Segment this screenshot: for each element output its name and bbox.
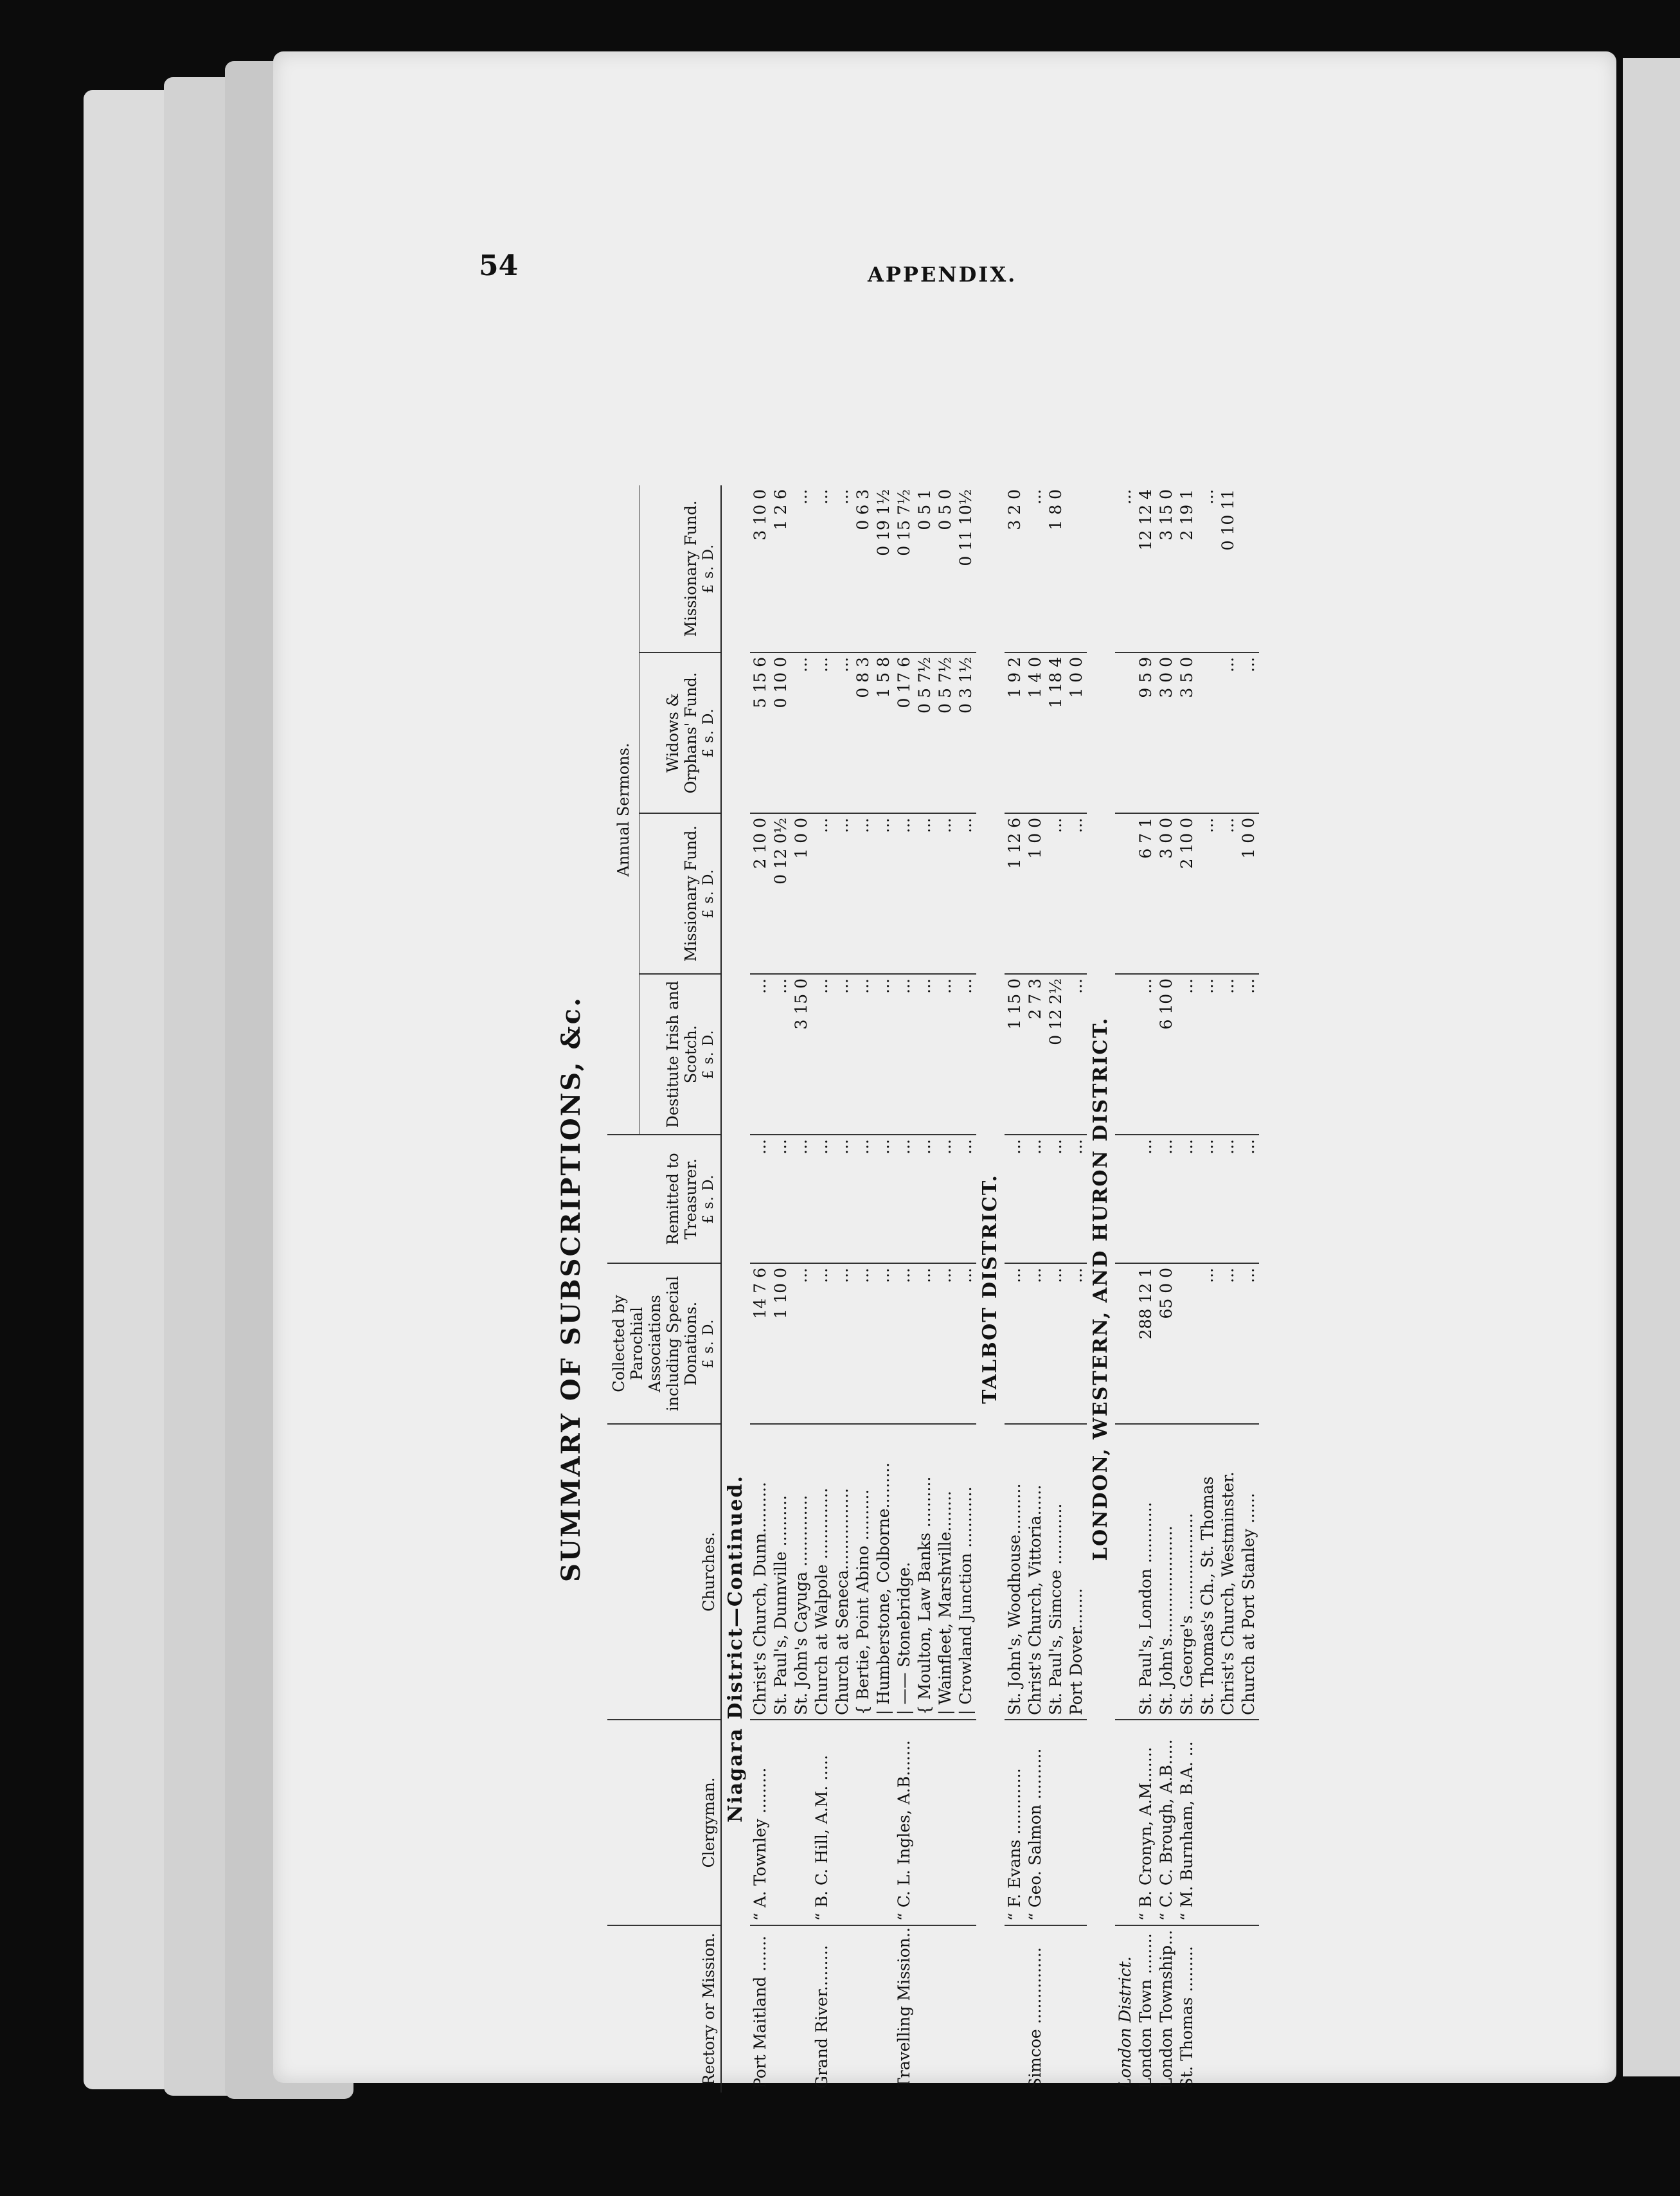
collected-cell: 14 7 6 (750, 1263, 771, 1424)
missionary-fund-2-cell: 1 8 0 (1046, 485, 1066, 652)
widows-fund-cell (1115, 652, 1136, 813)
missionary-fund-2-cell: 0 5 0 (935, 485, 956, 652)
remitted-cell: ... (1177, 1135, 1197, 1263)
destitute-cell: ... (1218, 974, 1238, 1135)
destitute-cell: ... (915, 974, 935, 1135)
clergyman-cell: “ C. C. Brough, A.B..... (1156, 1720, 1177, 1925)
section-heading: LONDON, WESTERN, AND HURON DISTRICT. (1089, 1016, 1112, 1562)
missionary-fund-cell: 2 10 0 (1177, 813, 1197, 974)
clergyman-cell (956, 1720, 976, 1925)
destitute-cell: ... (935, 974, 956, 1135)
church-cell: | Humberstone, Colborne......... (873, 1424, 894, 1720)
destitute-cell: 0 12 2½ (1046, 974, 1066, 1135)
missionary-fund-2-cell: ... (1025, 485, 1046, 652)
missionary-fund-cell: 0 12 0½ (771, 813, 791, 974)
header-destitute-label: Destitute Irish and Scotch. (664, 980, 700, 1128)
widows-fund-cell: 0 5 7½ (935, 652, 956, 813)
missionary-fund-cell: ... (812, 813, 832, 974)
widows-fund-cell: 1 0 0 (1066, 652, 1087, 813)
clergyman-cell (853, 1720, 873, 1925)
widows-fund-cell: 1 4 0 (1025, 652, 1046, 813)
missionary-fund-2-cell: 3 2 0 (1005, 485, 1025, 652)
remitted-cell (1115, 1135, 1136, 1263)
rectory-cell: Travelling Mission.. (895, 1927, 913, 2089)
missionary-fund-2-cell (1066, 485, 1087, 652)
destitute-cell: 1 15 0 (1005, 974, 1025, 1135)
remitted-cell: ... (873, 1135, 894, 1263)
missionary-fund-cell: ... (873, 813, 894, 974)
table-row (935, 485, 956, 2092)
header-remitted-label: Remitted to Treasurer. (664, 1153, 700, 1245)
collected-cell: 1 10 0 (771, 1263, 791, 1424)
missionary-fund-cell: 3 0 0 (1156, 813, 1177, 974)
collected-cell: ... (956, 1263, 976, 1424)
collected-cell: ... (791, 1263, 812, 1424)
widows-fund-cell (1197, 652, 1218, 813)
section-heading-row (1087, 485, 1115, 2092)
section-heading-row (721, 485, 750, 2092)
missionary-fund-cell: 2 10 0 (750, 813, 771, 974)
rectory-cell (1066, 1925, 1087, 2092)
table-row (812, 485, 832, 2092)
missionary-fund-cell: ... (1046, 813, 1066, 974)
collected-cell: ... (1197, 1263, 1218, 1424)
header-remitted (607, 1135, 721, 1263)
remitted-cell: ... (1238, 1135, 1259, 1263)
missionary-fund-2-cell: 0 5 1 (915, 485, 935, 652)
remitted-cell: ... (1218, 1135, 1238, 1263)
widows-fund-cell: 0 10 0 (771, 652, 791, 813)
widows-fund-cell: ... (1218, 652, 1238, 813)
collected-cell: ... (873, 1263, 894, 1424)
rectory-cell (1238, 1925, 1259, 2092)
missionary-fund-2-cell: 3 15 0 (1156, 485, 1177, 652)
remitted-cell: ... (1156, 1135, 1177, 1263)
church-cell: | Wainfleet, Marshville........ (935, 1424, 956, 1720)
destitute-cell: ... (771, 974, 791, 1135)
church-cell: St. Paul's, Dunnville .......... (771, 1424, 791, 1720)
table-row (894, 485, 915, 2092)
widows-fund-cell: ... (1238, 652, 1259, 813)
collected-cell: ... (812, 1263, 832, 1424)
header-destitute (639, 974, 721, 1135)
church-cell: St. Paul's, Simcoe ............ (1046, 1424, 1066, 1720)
rotated-summary-table (556, 466, 1258, 2112)
clergyman-cell: “ F. Evans ............. (1005, 1720, 1025, 1925)
clergyman-cell: “ Geo. Salmon .......... (1025, 1720, 1046, 1925)
widows-fund-cell: ... (791, 652, 812, 813)
section-heading: Niagara District—Continued. (724, 1475, 747, 1823)
destitute-cell: ... (812, 974, 832, 1135)
missionary-fund-2-cell: 0 19 1½ (873, 485, 894, 652)
destitute-cell (1115, 974, 1136, 1135)
missionary-fund-2-cell: ... (812, 485, 832, 652)
destitute-cell: 3 15 0 (791, 974, 812, 1135)
missionary-fund-2-cell: 1 2 6 (771, 485, 791, 652)
table-row (956, 485, 976, 2092)
missionary-fund-cell: 1 0 0 (791, 813, 812, 974)
destitute-cell: ... (1066, 974, 1087, 1135)
rectory-cell: Port Maitland ....... (751, 1936, 769, 2089)
clergyman-cell: “ A. Townley ......... (750, 1720, 771, 1925)
missionary-fund-2-cell: 0 11 10½ (956, 485, 976, 652)
table-row (873, 485, 894, 2092)
missionary-fund-cell: 1 12 6 (1005, 813, 1025, 974)
collected-cell: ... (832, 1263, 853, 1424)
collected-cell: ... (935, 1263, 956, 1424)
destitute-cell: ... (832, 974, 853, 1135)
collected-cell: 65 0 0 (1156, 1263, 1177, 1424)
table-row (1177, 485, 1197, 2092)
destitute-cell: ... (750, 974, 771, 1135)
table-row (1115, 485, 1136, 2092)
rectory-cell: St. Thomas ......... (1177, 1946, 1196, 2089)
church-cell: Church at Seneca................ (832, 1424, 853, 1720)
remitted-cell: ... (771, 1135, 791, 1263)
church-cell: { Moulton, Law Banks .......... (915, 1424, 935, 1720)
clergyman-cell: “ C. L. Ingles, A.B....... (894, 1720, 915, 1925)
destitute-cell: ... (853, 974, 873, 1135)
rectory-cell (915, 1925, 935, 2092)
church-cell: St. John's, Woodhouse.......... (1005, 1424, 1025, 1720)
destitute-cell: 2 7 3 (1025, 974, 1046, 1135)
missionary-fund-2-cell: ... (1197, 485, 1218, 652)
remitted-cell: ... (956, 1135, 976, 1263)
collected-cell: ... (853, 1263, 873, 1424)
church-cell: Port Dover........ (1066, 1424, 1087, 1720)
destitute-cell: ... (873, 974, 894, 1135)
missionary-fund-cell: ... (1066, 813, 1087, 974)
remitted-cell: ... (750, 1135, 771, 1263)
table-row (915, 485, 935, 2092)
rectory-cell (832, 1925, 853, 2092)
header-missionary-2 (639, 485, 721, 652)
destitute-cell: ... (1238, 974, 1259, 1135)
missionary-fund-2-cell: 0 10 11 (1218, 485, 1238, 652)
table-body (721, 485, 1259, 2092)
rectory-cell (791, 1925, 812, 2092)
table-row (771, 485, 791, 2092)
rectory-cell: London Township... (1157, 1930, 1175, 2089)
rectory-cell (1218, 1925, 1238, 2092)
widows-fund-cell: 1 9 2 (1005, 652, 1025, 813)
remitted-cell: ... (894, 1135, 915, 1263)
missionary-fund-cell: ... (853, 813, 873, 974)
collected-cell (1115, 1263, 1136, 1424)
missionary-fund-2-cell: 0 15 7½ (894, 485, 915, 652)
collected-cell: ... (1218, 1263, 1238, 1424)
rectory-cell (1197, 1925, 1218, 2092)
header-collected-label: Collected by Parochial Associations including Special Donations. (610, 1275, 700, 1412)
clergyman-cell (771, 1720, 791, 1925)
collected-cell: ... (894, 1263, 915, 1424)
widows-fund-cell: 3 0 0 (1156, 652, 1177, 813)
widows-fund-cell: 0 17 6 (894, 652, 915, 813)
missionary-fund-2-cell: 2 19 1 (1177, 485, 1197, 652)
header-widows (639, 652, 721, 813)
church-cell: | Crowland Junction ............ (956, 1424, 976, 1720)
collected-cell: ... (1046, 1263, 1066, 1424)
widows-fund-cell: 5 15 6 (750, 652, 771, 813)
clergyman-cell (1066, 1720, 1087, 1925)
clergyman-cell (1238, 1720, 1259, 1925)
church-cell: Christ's Church, Vittoria...... (1025, 1424, 1046, 1720)
remitted-cell: ... (812, 1135, 832, 1263)
collected-cell (1177, 1263, 1197, 1424)
table-row (1156, 485, 1177, 2092)
table-row (1197, 485, 1218, 2092)
header-lsd: £ s. D. (701, 708, 717, 758)
rectory-cell (956, 1925, 976, 2092)
clergyman-cell (873, 1720, 894, 1925)
table-row (1218, 485, 1238, 2092)
missionary-fund-2-cell: ... (832, 485, 853, 652)
church-cell (1115, 1424, 1136, 1720)
clergyman-cell (832, 1720, 853, 1925)
table-row (1046, 485, 1066, 2092)
header-lsd: £ s. D. (701, 1029, 717, 1079)
church-cell: { Bertie, Point Abino .......... (853, 1424, 873, 1720)
header-widows-label: Widows & Orphans' Fund. (664, 672, 700, 794)
rectory-cell (1005, 1925, 1025, 2092)
section-heading: TALBOT DISTRICT. (979, 1174, 1001, 1404)
remitted-cell: ... (915, 1135, 935, 1263)
table-row (1025, 485, 1046, 2092)
widows-fund-cell: 3 5 0 (1177, 652, 1197, 813)
widows-fund-cell: ... (832, 652, 853, 813)
table-row (1238, 485, 1259, 2092)
remitted-cell: ... (1066, 1135, 1087, 1263)
missionary-fund-cell: ... (935, 813, 956, 974)
destitute-cell: ... (894, 974, 915, 1135)
missionary-fund-cell: ... (1197, 813, 1218, 974)
church-cell: Church at Port Stanley ...... (1238, 1424, 1259, 1720)
clergyman-cell (935, 1720, 956, 1925)
remitted-cell: ... (1136, 1135, 1156, 1263)
header-missionary-1-label: Missionary Fund. (682, 825, 700, 962)
clergyman-cell: “ B. C. Hill, A.M. ..... (812, 1720, 832, 1925)
clergyman-cell: “ M. Burnham, B.A. ... (1177, 1720, 1197, 1925)
missionary-fund-2-cell: ... (1115, 485, 1136, 652)
header-rectory: Rectory or Mission. (607, 1925, 721, 2092)
collected-cell: ... (915, 1263, 935, 1424)
rectory-cell: Simcoe ............... (1026, 1947, 1044, 2089)
clergyman-cell (791, 1720, 812, 1925)
church-cell: St. John's Cayuga .............. (791, 1424, 812, 1720)
clergyman-cell (1046, 1720, 1066, 1925)
rectory-cell: London Town ........ (1136, 1933, 1155, 2089)
church-cell: St. Paul's, London ............ (1136, 1424, 1156, 1720)
clergyman-cell (1218, 1720, 1238, 1925)
collected-cell: 288 12 1 (1136, 1263, 1156, 1424)
destitute-cell: ... (1136, 974, 1156, 1135)
church-cell: St. George's ................... (1177, 1424, 1197, 1720)
remitted-cell: ... (1197, 1135, 1218, 1263)
church-cell: | —— Stonebridge. (894, 1424, 915, 1720)
destitute-cell: ... (956, 974, 976, 1135)
collected-cell: ... (1238, 1263, 1259, 1424)
clergyman-cell (915, 1720, 935, 1925)
header-annual-sermons: Annual Sermons. (607, 485, 639, 1135)
missionary-fund-cell (1115, 813, 1136, 974)
rectory-cell: London District. (1116, 1956, 1134, 2089)
header-missionary-2-label: Missionary Fund. (682, 500, 700, 637)
table-row (1136, 485, 1156, 2092)
table-row (1005, 485, 1025, 2092)
table-title: SUMMARY OF SUBSCRIPTIONS, &c. (556, 996, 586, 1582)
rectory-cell (1046, 1925, 1066, 2092)
remitted-cell: ... (791, 1135, 812, 1263)
missionary-fund-cell: ... (832, 813, 853, 974)
church-cell: Christ's Church, Westminster. (1218, 1424, 1238, 1720)
rectory-cell: Grand River......... (812, 1945, 831, 2089)
rectory-cell (853, 1925, 873, 2092)
facing-page-edge (1623, 58, 1680, 2076)
widows-fund-cell: 0 5 7½ (915, 652, 935, 813)
widows-fund-cell: 0 3 1½ (956, 652, 976, 813)
collected-cell: ... (1025, 1263, 1046, 1424)
running-head: APPENDIX. (868, 262, 1017, 287)
subscriptions-table (607, 485, 1259, 2092)
remitted-cell: ... (832, 1135, 853, 1263)
header-churches: Churches. (607, 1424, 721, 1720)
rectory-cell (771, 1925, 791, 2092)
destitute-cell: ... (1177, 974, 1197, 1135)
widows-fund-cell: 9 5 9 (1136, 652, 1156, 813)
missionary-fund-2-cell: 0 6 3 (853, 485, 873, 652)
missionary-fund-cell: 6 7 1 (1136, 813, 1156, 974)
missionary-fund-cell: ... (956, 813, 976, 974)
header-lsd: £ s. D. (701, 1318, 717, 1369)
missionary-fund-cell: 1 0 0 (1238, 813, 1259, 974)
missionary-fund-2-cell: 12 12 4 (1136, 485, 1156, 652)
collected-cell: ... (1005, 1263, 1025, 1424)
church-cell: Church at Walpole .............. (812, 1424, 832, 1720)
destitute-cell: ... (1197, 974, 1218, 1135)
remitted-cell: ... (1046, 1135, 1066, 1263)
remitted-cell: ... (1005, 1135, 1025, 1263)
missionary-fund-cell: ... (915, 813, 935, 974)
missionary-fund-cell: ... (1218, 813, 1238, 974)
page-number: 54 (479, 249, 519, 282)
widows-fund-cell: 0 8 3 (853, 652, 873, 813)
missionary-fund-cell: ... (894, 813, 915, 974)
table-row (853, 485, 873, 2092)
remitted-cell: ... (935, 1135, 956, 1263)
clergyman-cell (1197, 1720, 1218, 1925)
header-collected (607, 1263, 721, 1424)
widows-fund-cell: 1 5 8 (873, 652, 894, 813)
rectory-cell (935, 1925, 956, 2092)
header-lsd: £ s. D. (701, 543, 717, 594)
clergyman-cell: “ B. Cronyn, A.M....... (1136, 1720, 1156, 1925)
header-clergyman: Clergyman. (607, 1720, 721, 1925)
widows-fund-cell: 1 18 4 (1046, 652, 1066, 813)
missionary-fund-2-cell: ... (791, 485, 812, 652)
church-cell: Christ's Church, Dunn.......... (750, 1424, 771, 1720)
rectory-cell (873, 1925, 894, 2092)
collected-cell: ... (1066, 1263, 1087, 1424)
remitted-cell: ... (853, 1135, 873, 1263)
table-row (750, 485, 771, 2092)
header-lsd: £ s. D. (701, 869, 717, 919)
church-cell: St. John's...................... (1156, 1424, 1177, 1720)
header-lsd: £ s. D. (701, 1174, 717, 1224)
missionary-fund-cell: 1 0 0 (1025, 813, 1046, 974)
church-cell: St. Thomas's Ch., St. Thomas (1197, 1424, 1218, 1720)
section-heading-row (976, 485, 1005, 2092)
table-row (791, 485, 812, 2092)
clergyman-cell (1115, 1720, 1136, 1925)
widows-fund-cell: ... (812, 652, 832, 813)
table-row (832, 485, 853, 2092)
missionary-fund-2-cell (1238, 485, 1259, 652)
header-missionary-1 (639, 813, 721, 974)
remitted-cell: ... (1025, 1135, 1046, 1263)
missionary-fund-2-cell: 3 10 0 (750, 485, 771, 652)
table-row (1066, 485, 1087, 2092)
destitute-cell: 6 10 0 (1156, 974, 1177, 1135)
